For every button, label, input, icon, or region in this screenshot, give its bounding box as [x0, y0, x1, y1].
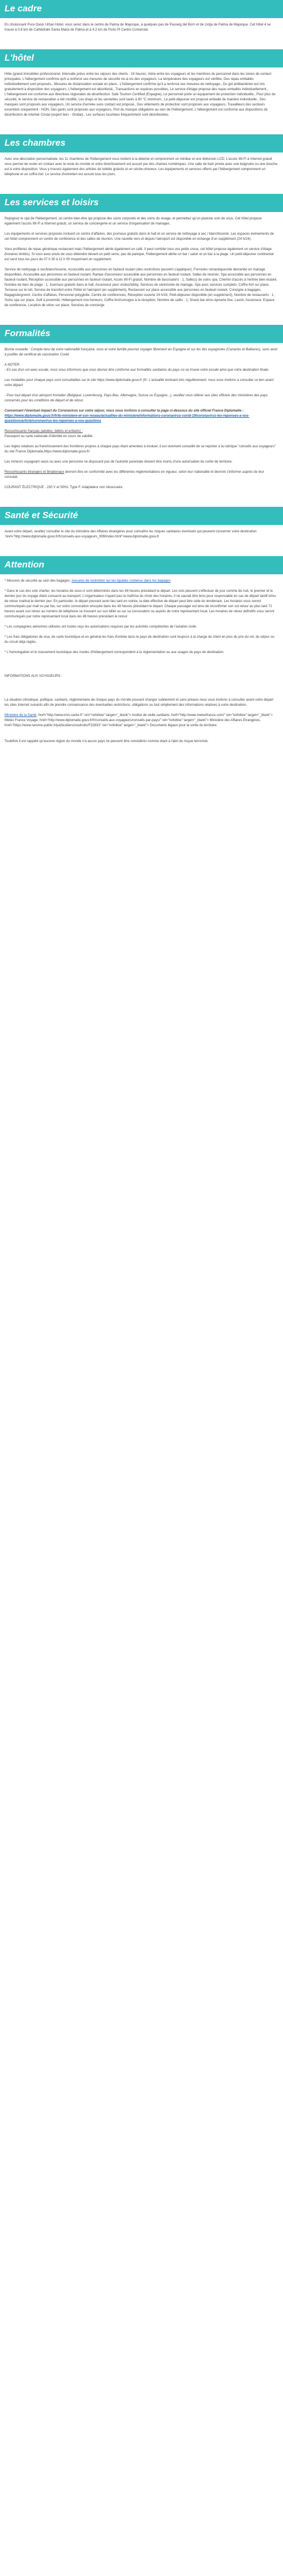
section-title-formalites: Formalités [0, 325, 283, 343]
section-body-attention [0, 574, 283, 755]
covid-link[interactable]: https://www.diplomatie.gouv.fr/fr/le-ministere-et-son-reseau/actualites-du-ministere/informations-coronavirus-covid-19/coronavirus-les-reponses-a-vos-questions/article/coronavirus-les-reponses-a-vos-questions [5, 414, 250, 423]
section-cadre [0, 0, 283, 44]
mineurs-paragraph: Les mineurs voyageant seuls ou avec une personne ne disposant pas de l'autorité parentale doivent être munis d'une autorisation de sortie de territoire. [5, 460, 233, 464]
section-body-formalites [0, 343, 283, 501]
courant-paragraph: COURANT ÉLECTRIQUE : 230 V et 50Hz. Type F. Adaptateur non nécessaire. [5, 486, 123, 489]
attention-paragraph-8: Toutefois il est rappelé qu'aucune région du monde n'a aucun pays ne peuvent être considérés comme étant à l'abri du risque terroriste. [5, 740, 209, 743]
cadre-paragraph: En choisissant Pura Oasis Urban Hotel, vous serez dans le centre de Palma de Majorque, à quelques pas de Passeig del Born et de Llotja de Palma de Majorque. Cet hôtel 4 se trouve à 0,8 km de Cathédrale Santa Maria de Palma et à 4,2 km de Porto Pi Centro Comercial. [5, 23, 271, 32]
section-title-attention: Attention [0, 556, 283, 574]
attention-paragraph-3: * Les compagnies aériennes utilisées ont toutes reçu les autorisations requises par les autorités compétentes de l'aviation civile. [5, 625, 197, 629]
attention-paragraph-2: * Dans le cas des vols charter, les horaires de ceux-ci sont déterminés dans les 48 heures précédant le départ. Les vols peuvent s'effectuer de jour comme de nuit, le premier et le dernier jour du voyage étant consacré au transport. L'organisateur n'ayant pas la maîtrise du choix des horaires, il ne saurait être tenu pour responsable en cas de départ tardif et/ou de retour matinal le dernier jour. En particulier, le départ pouvant avoir lieu tard en soirée, la date effective de départ peut être celle du lendemain. Les horaires vous seront communiqués par mail ou par fax, sur votre convocation envoyée dans les 48 heures précédant le départ. Chaque passager est tenu de reconfirmer son vol retour au plus tard 72 heures avant son retour au numéro de téléphone se trouvant sur son billet ou sur sa convocation ou auprès de notre représentant local. Les horaires de retour définitifs vous seront communiqués par notre représentant local dans les 48 heures précédant le retour. [5, 590, 276, 618]
anoter-paragraph-2: Les modalités pour chaque pays sont consultables sur le site https://www.diplomatie.gouv.fr (fr/. L'actualité évoluant très régulièrement, nous vous invitons à consulter ce lien avant votre départ. [5, 379, 274, 387]
section-title-services: Les services et loisirs [0, 194, 283, 212]
services-paragraph-4: Service de nettoyage à sec/blanchisserie, Accessible aux personnes en fauteuil roulant (des restrictions peuvent s'appliquer), Formules romantiques/de demande en mariage disponibles, Accessible aux personnes en fauteuil roulant, Rampe d'ascenseur accessible aux personnes en fauteuil roulant, Salles de réunion, Spa accessible aux personnes en fauteuil roulant, Réception accessible aux personnes en fauteuil roulant, Accès Wi-Fi gratuit, Nombre de bars/salons : 1, Salle(s) de soins spa, Chemin d'accès à l'entrée bien éclairé, Nombre de bars de plage : 1, Journaux gratuits dans le hall, Ascenseur pour visites/lobby, Services de cérémonie de mariage, Spa avec services complets, Coffre-fort sur place, Terrasse sur le toit, Service de transfert entre l'hôtel et l'aéroport (en supplément), Restaurant sur place accessible aux personnes en fauteuil roulant, Consigne à bagages, Bagagiste/groom, Centre d'affaires, Personnel polyglotte, Centre de conférences, Réception ouverte 24 h/24, Petit-déjeuner disponible (en supplément), Nombre de restaurants : 1, Soins spa sur place, Golf à proximité, Hébergement non-fumeurs, Coffre-fort/consigne à la réception, Nombre de cafés : 1, Snack bar et/ou épicerie fine, Lavoir, Ascenseur, Espace de conférence, Location de vélos sur place, Services de concierge [5, 268, 277, 307]
etrangers-text: devront être en conformité avec les différentes réglementations en vigueur, selon leur nationalité et devront s'informer auprès de leur consulat. [5, 471, 264, 479]
section-body-services [0, 212, 283, 319]
covid-intro: Concernant l'éventuel impact du Coronavirus sur votre séjour, nous vous invitons à consulter la page ci-dessous du site officiel France Diplomatie : [5, 409, 244, 413]
info-voyageurs-label: INFORMATIONS AUX VOYAGEURS : [5, 675, 62, 678]
section-body-sante [0, 525, 283, 550]
section-services [0, 194, 283, 319]
section-title-hotel: L'hôtel [0, 49, 283, 67]
hotel-paragraph: Hôte (grand immobilier professionnel, Intervalle prévu entre les séjours des clients : 24 heures, Votre entre les voyageurs et les membres du personnel dans les zones de contact principales, L'hébergement confirme qu'il a renforcé ses mesures de sécurité vis-à-vis des voyageurs, La température des voyageurs est vérifiée, Des repas emballés individuellement sont proposés., Mesures de distanciation sociale en place., L'hébergement confirme qu'il a renforcé ses mesures de nettoyage., Du gel antibactérien est mis gratuitement à disposition des voyageurs, L'hébergement est désinfecté., Transactions en espèces possibles, Le service d'étage propose des repas emballés individuellement., L'hébergement est conforme aux directives régionales de désinfection. Safe Tourism Certified (Espagne), Le personnel porte un équipement de protection individuelle., Pour plus de sécurité, le service de restauration a été modifié, Les draps et les serviettes sont lavés à 60 °C minimum., Le petit-déjeuner est proposé emballé de manière individuelle., Des masques sont proposés aux voyageurs, Un service d'arrivée sans contact est proposé., Des vêtements de protection sont proposés aux voyageurs, Travailleurs des secteurs essentiels uniquement - NON, Des gants sont proposés aux voyageurs, Port du masque obligatoire au sein de l'hébergement, L'hébergement est conforme aux dispositions de désinfection de Intertek Cristal (expert tiers - Global)., Les surfaces touchées fréquemment sont désinfectées. [5, 73, 276, 117]
etrangers-label: Ressortissants étrangers et binationaux [5, 471, 65, 474]
section-title-cadre: Le cadre [0, 0, 283, 18]
services-paragraph-3: Vous profiterez de repas générique restaurant mais l'hébergement abrite également un café. Il peut combler tous vos petits creux, cet hôtel propose également un service d'étage (horaires limités). Si vous avez envie de vous détendre devant un petit verre, pas de panique, l'hébergement abrite un bar / salon et un bar à la plage. Un petit-déjeuner continental est servi tous les jours de 07 h 30 à 11 h 00 moyennant un supplément. [5, 248, 274, 261]
section-body-chambres [0, 152, 283, 188]
section-title-sante: Santé et Sécurité [0, 507, 283, 525]
attention-p1-prefix: * Mesures de sécurité au sein des bagages: [5, 579, 72, 583]
section-body-cadre [0, 18, 283, 44]
attention-p7-rest: , href="http://www.invs.sante.fr" rel="nofollow" target="_blank"> Institut de veille sanitaire, href="http://www.meteofrance.com/" rel="nofollow" target="_blank"> Météo France Voyage, href="http://www.diplomatie.gouv.fr/fr/conseils-aux-voyageurs/conseils-par-pays/" rel="nofollow" target="_blank"> Ministère des Affaires Etrangères, href="https://www.service-public.fr/particuliers/vosdroits/F32833" rel="nofollow" target="_blank"> Documents légaux pour la sortie du territoire. [5, 714, 273, 727]
attention-paragraph-1 [5, 579, 278, 584]
regles-paragraph: Les règles relatives au franchissement des frontières propres à chaque pays étant amenées à évoluer, il est vivement conseillé de se reporter à la rubrique "conseils aux voyageurs" du site France Diplomatie,https://www.diplomatie.gouv.fr/ [5, 445, 276, 454]
services-paragraph-2: Les équipements et services proposés incluent un centre d'affaires, des journaux gratuits dans le hall et un service de nettoyage à sec / blanchisserie. Les espaces événements de cet hôtel comprennent un centre de conférence et des salles de réunion. Une navette vers et depuis l'aéroport est disponible en échange d'un supplément (24 h/24). [5, 232, 274, 241]
chambres-paragraph: Avec une décoration personnalisée, les 11 chambres de l'hébergement vous invitent à la détente et comprennent un minibar et une télévision LCD. L'accès Wi-Fi à Internet gratuit vous permet de rester en contact avec le reste du monde et votre divertissement est assuré par des chaînes numériques. Une salle de bain privée avec une baignoire ou une douche est à votre disposition. Vous y trouvez également des articles de toilette gratuits et un sèche-cheveux. Les équipements et services offerts par l'hébergement comprennent un téléphone et un coffre-fort. Le service d'entretien est assuré tous les jours. [5, 158, 277, 176]
section-formalites [0, 325, 283, 501]
ressortissants-fr-label: Ressortissants français (adultes, bébés et enfants) : [5, 430, 83, 433]
attention-paragraph-7 [5, 713, 278, 728]
section-sante [0, 507, 283, 550]
etrangers-paragraph [5, 470, 278, 480]
sante-paragraph: Avant votre départ, veuillez consulter le site du ministère des Affaires étrangères pour connaître les risques sanitaires éventuels qui peuvent concerner votre destination :href="http://www.diplomatie.gouv.fr/fr/conseils-aux-voyageurs_909/index.html">www.diplomatie.gouv.fr [5, 530, 257, 539]
section-chambres [0, 134, 283, 188]
attention-paragraph-6: La situation climatique, politique, sanitaire, réglementaire de chaque pays du monde pouvant changer subitement et sans préavis nous vous invitons à consulter avant votre départ les sites Internet suivants afin de prendre connaissance des éventuelles restrictions, obligations ou tout simplement des informations relatives à votre destination. [5, 698, 273, 707]
ressortissants-fr-text: Passeport ou carte nationale d'identité en cours de validité. [5, 435, 93, 438]
anoter-label: A NOTER [5, 363, 20, 367]
section-title-chambres: Les chambres [0, 134, 283, 152]
formalites-paragraph-1: Bonne nouvelle : Compte tenu de votre nationalité française, vous et votre famille pourrez voyager librement en Espagne et sur les îles espagnoles (Canaries et Baléares), sans avoir à justifier de certificat de vaccination Covid. [5, 348, 278, 357]
anoter-paragraph-1: - En cas d'un vol avec escale, nous vous informons que vous devrez être conforme aux formalités sanitaires du pays où se trouve votre escale ainsi que votre destination finale. [5, 368, 269, 372]
page [0, 0, 283, 755]
services-paragraph-1: Rejoignez le spa de l'hébergement, un centre bien-être qui propose des soins corporels et des soins du visage, et permettez qu'un pianiste soin de vous. Cet hôtel propose également l'accès Wi-Fi à Internet gratuit, un service de conciergerie et un service d'organisation de mariages. [5, 217, 262, 226]
attention-paragraph-5: * L'homologation et le classement touristique des modes d'hébergement correspondent à la réglementation ou aux usages du pays de destination. [5, 651, 225, 654]
attention-paragraph-4: * Les frais obligatoires de visa, de carte touristique et en général les frais d'entrée dans le pays de destination sont toujours à la charge du client en plus du prix du vol, du séjour ou du circuit déjà réglés. [5, 635, 275, 644]
section-attention [0, 556, 283, 755]
ministere-sante-link[interactable]: Ministère de la Santé [5, 714, 37, 717]
anoter-paragraph-3: - Pour tout départ d'un aéroport frontalier (Belgique, Luxembourg, Pays-Bas, Allemagne, Suisse ou Espagne...), veuillez vous référer aux sites officiels des ministères des pays concernés pour les conditions de départ et de retour. [5, 394, 268, 402]
section-body-hotel [0, 67, 283, 129]
liquides-link[interactable]: mesures de restriction sur les liquides contenus dans les bagages [71, 579, 171, 583]
section-hotel [0, 49, 283, 129]
